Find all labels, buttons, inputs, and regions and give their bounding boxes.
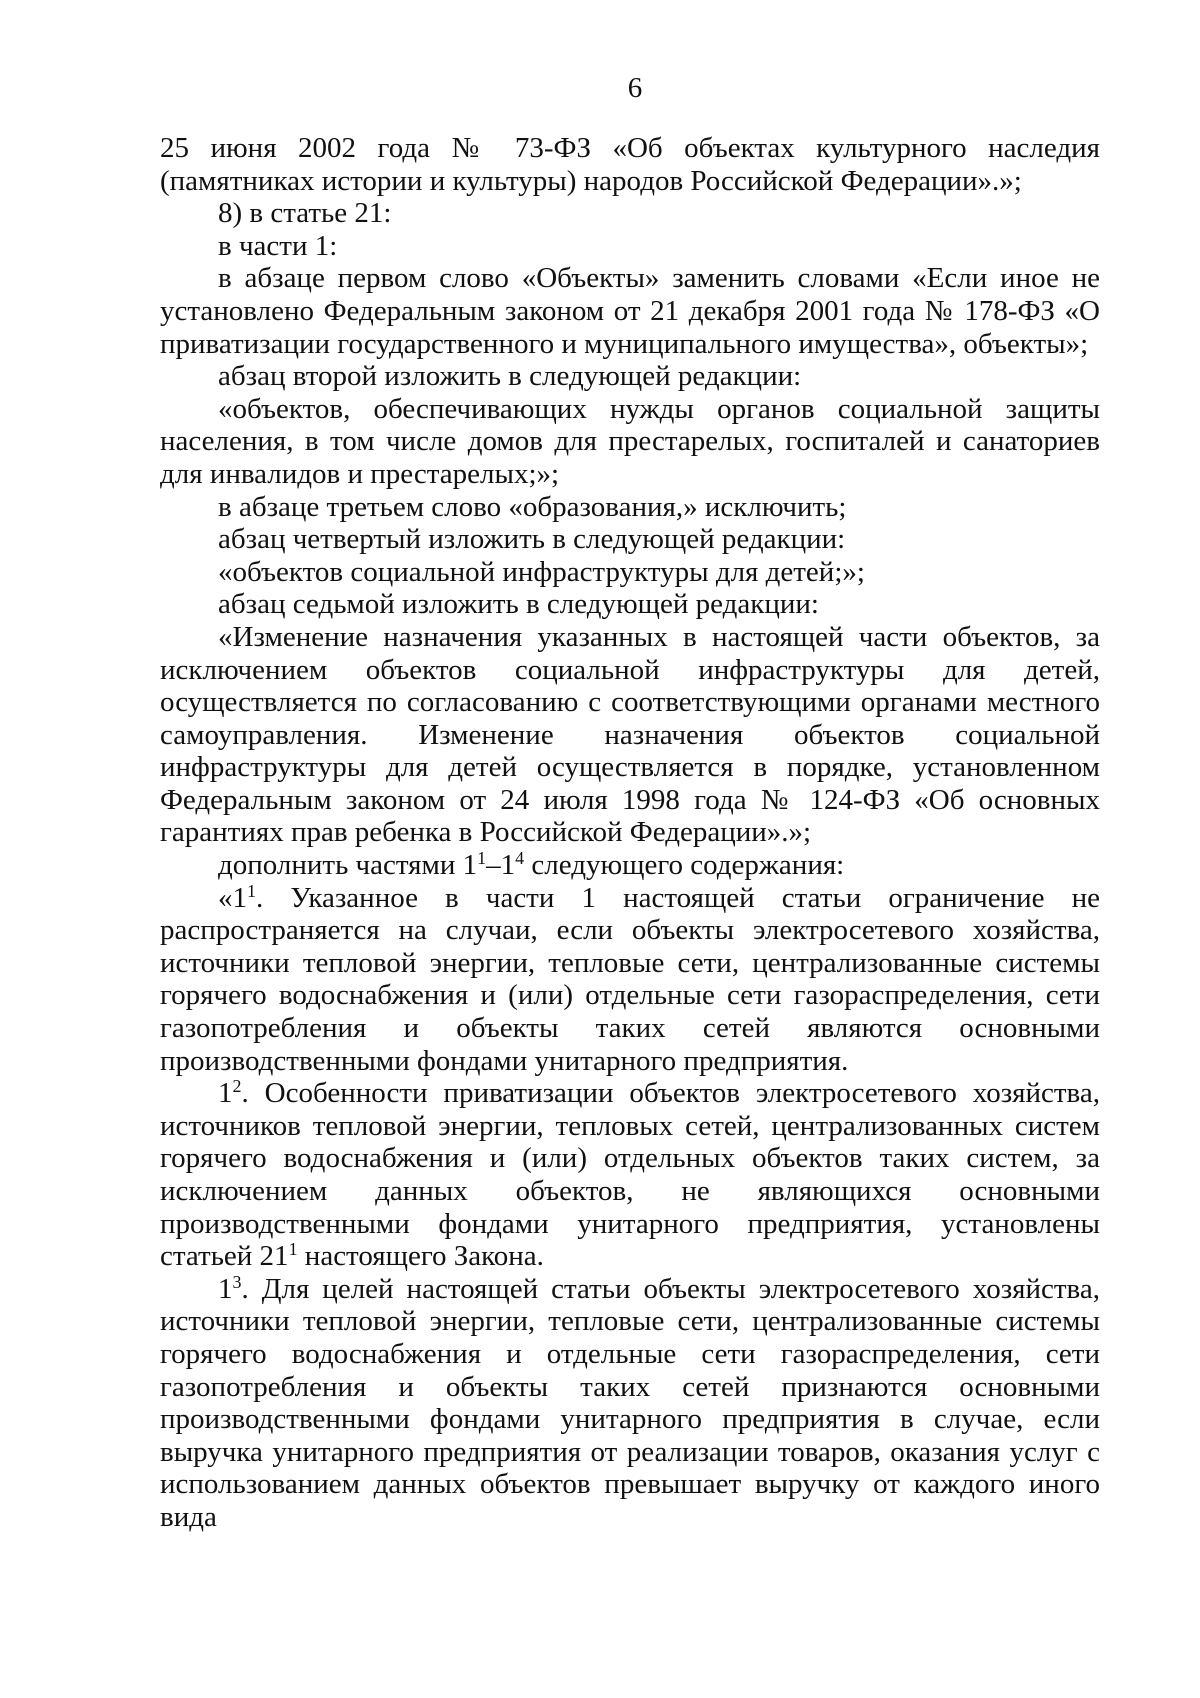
paragraph: абзац седьмой изложить в следующей редакции: bbox=[218, 588, 819, 621]
paragraph bbox=[160, 1077, 1100, 1273]
text-run: «1 bbox=[218, 881, 247, 914]
document-body bbox=[160, 132, 1100, 1534]
paragraph: в абзаце первом слово «Объекты» заменить словами «Если иное не установлено Федеральным законом от 21 декабря 2001 года № 178-ФЗ «О приватизации государственного и муниципального имущества», объекты»; bbox=[160, 262, 1100, 360]
paragraph: «Изменение назначения указанных в настоящей части объектов, за исключением объектов социальной инфраструктуры для детей, осуществляется по согласованию с соответствующими органами местного самоуправления. Изменение назначения объектов социальной инфраструктуры для детей осуществляется в порядке, установленном Федеральным законом от 24 июля 1998 года № 124-ФЗ «Об основных гарантиях прав ребенка в Российской Федерации».»; bbox=[160, 620, 1100, 849]
paragraph: «объектов, обеспечивающих нужды органов социальной защиты населения, в том числе домов для престарелых, госпиталей и санаториев для инвалидов и престарелых;»; bbox=[160, 392, 1100, 490]
paragraph: в абзаце третьем слово «образования,» исключить; bbox=[218, 490, 847, 523]
paragraph: в части 1: bbox=[218, 229, 338, 262]
superscript: 1 bbox=[247, 880, 256, 901]
text-run: 1 bbox=[218, 1272, 233, 1305]
paragraph bbox=[160, 849, 1100, 882]
paragraph: 8) в статье 21: bbox=[218, 197, 392, 230]
text-run: 1 bbox=[218, 1077, 233, 1110]
paragraph: абзац второй изложить в следующей редакции: bbox=[218, 360, 802, 393]
page-number: 6 bbox=[627, 72, 643, 104]
text-run: . Указанное в части 1 настоящей статьи ограничение не распространяется на случаи, если объекты электросетевого хозяйства, источники тепловой энергии, тепловые сети, централизованные системы горячего водоснабжения и (или) отдельные сети газораспределения, сети газопотребления и объекты таких сетей являются основными производственными фондами унитарного предприятия. bbox=[160, 881, 1100, 1077]
paragraph bbox=[160, 882, 1100, 1078]
paragraph bbox=[160, 1273, 1100, 1534]
superscript: 2 bbox=[232, 1076, 242, 1097]
text-run: дополнить частями 1 bbox=[218, 849, 478, 882]
paragraph: «объектов социальной инфраструктуры для детей;»; bbox=[218, 555, 865, 588]
superscript: 1 bbox=[477, 848, 487, 869]
paragraph: абзац четвертый изложить в следующей редакции: bbox=[218, 523, 846, 556]
paragraph: 25 июня 2002 года № 73-ФЗ «Об объектах культурного наследия (памятниках истории и культуры) народов Российской Федерации».»; bbox=[160, 132, 1100, 197]
text-run: –1 bbox=[486, 849, 516, 882]
superscript: 1 bbox=[288, 1239, 298, 1260]
text-run: . Особенности приватизации объектов электросетевого хозяйства, источников тепловой энергии, тепловых сетей, централизованных систем горячего водоснабжения и (или) отдельных объектов таких систем, за исключением данных объектов, не являющихся основными производственными фондами унитарного предприятия, установлены статьей 21 bbox=[160, 1077, 1100, 1273]
superscript: 3 bbox=[232, 1271, 242, 1292]
text-run: . Для целей настоящей статьи объекты электросетевого хозяйства, источники тепловой энергии, тепловые сети, централизованные системы горячего водоснабжения и отдельные сети газораспределения, сети газопотребления и объекты таких сетей признаются основными производственными фондами унитарного предприятия в случае, если выручка унитарного предприятия от реализации товаров, оказания услуг с использованием данных объектов превышает выручку от каждого иного вида bbox=[160, 1272, 1100, 1533]
text-run: настоящего Закона. bbox=[297, 1240, 544, 1273]
superscript: 4 bbox=[515, 848, 525, 869]
text-run: следующего содержания: bbox=[524, 849, 845, 882]
